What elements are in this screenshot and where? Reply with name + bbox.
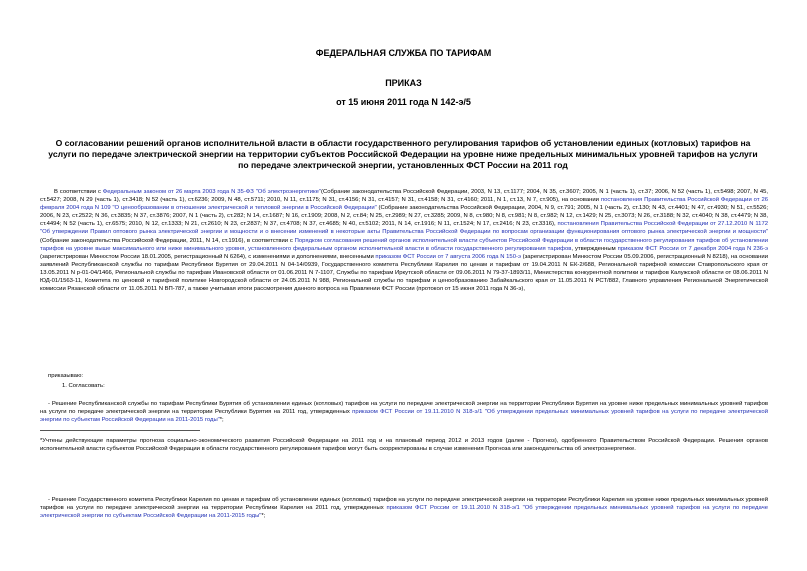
preamble-text: (Собрание законодательства Российской Федерации, 2011, N 14, ст.1916), в соответствии с xyxy=(40,237,295,244)
agency-name: ФЕДЕРАЛЬНАЯ СЛУЖБА ПО ТАРИФАМ xyxy=(315,48,492,58)
footnote-mark: *; xyxy=(261,513,266,520)
document-type: ПРИКАЗ xyxy=(385,78,422,88)
document-title: О согласовании решений органов исполнительной власти в области государственного регулирования тарифов об установлении единых (котловых) тарифов на услуги по передаче электрической энергии на территории субъектов Российской Федерации на уровне ниже предельных минимальных уровней тарифов на услуги по передаче электрической энергии, установленных ФСТ России на 2011 год xyxy=(48,138,758,171)
preamble-text: (Собрание законодательства Российской Федерации, 2004, N 9, ст.791; 2005, N 1 (часть 2), ст.130; N 43, ст.4401; N 47, ст.4930; N 51, ст.5526; 2006, N 23, ст.2522; N 36, ст.3835; N 37, ст.3876; 2007, N 1 (часть 2), ст.282; N 14, ст.1687; N 16, ст.1909; 2008, N 2, ст.84; N 25, ст.2989; N 27, ст.3285; 2009, N 8, ст.980; N 8, ст.981; N 8, ст.982; N 12, ст.1429; N 25, ст.3073; N 26, ст.3188; N 32, ст.4040; N 38, ст.4479; N 38, ст.4494; N 52 (часть 1), ст.6575; 2010, N 12, ст.1333; N 21, ст.2610; N 23, ст.2837; N 37, ст.4708; N 37, ст.4685; N 40, ст.5102; 2011, N 14, ст.1916; N 11, ст.1524; N 17, ст.2416; N 23, ст.3316), xyxy=(40,205,768,228)
order-318-e1-link[interactable]: приказом ФСТ России от 19.11.2010 N 318-э/1 "Об утверждении предельных минимальных уровней тарифов на услуги по передаче электрической энергии по субъектам Российской Федерации на 2011-2015 годы" xyxy=(40,409,768,424)
order-150-e-link[interactable]: приказом ФСТ России от 7 августа 2006 года N 150-э xyxy=(375,253,521,260)
preamble-text: (зарегистрирован Минюстом России 05.09.2006, регистрационный N 8218), на основании заявлений Республиканской службы по тарифам Республики Бурятия от 29.04.2011 N 04-14/0939, Государственного комитета Республики Карелия по ценам и тарифам от 19.04.2011 N ЕК-2/688, Региональной тарифной комиссии Ставропольского края от 13.05.2011 N р-01-04/1466, Региональной службы по тарифам Ивановской области от 01.06.2011 N 7-1107, Службы по тарифам Иркутской области от 09.06.2011 N 79-37-1893/11, Министерства конкурентной политики и тарифов Калужской области от 08.06.2011 N ЮД-01/1563-11, Комитета по ценовой и тарифной политике Новгородской области от 24.05.2011 N 988, Региональной службы по тарифам и ценообразованию Забайкальского края от 11.05.2011 N РСТ/882, Главного управления Региональной Энергетической комиссии Рязанской области от 11.05.2011 N ВП-787, а также учитывая итоги рассмотрения данного вопроса на Правлении ФСТ России (протокол от 15 июня 2011 года N 36-э), xyxy=(40,253,769,293)
resolution-1172-link[interactable]: постановления Правительства Российской Федерации от 27.12.2010 N 1172 "Об утверждении Правил оптового рынка электрической энергии и мощности и о внесении изменений в некоторые акты Правительства Российской Федерации по вопросам организации функционирования оптового рынка электрической энергии и мощности" xyxy=(40,221,768,236)
preamble-paragraph xyxy=(40,188,768,293)
footnote-divider xyxy=(40,430,200,431)
decision-buryatia xyxy=(40,400,768,424)
order-word: приказываю: xyxy=(48,373,84,379)
law-35-fz-link[interactable]: Федеральным законом от 26 марта 2003 года N 35-ФЗ "Об электроэнергетике" xyxy=(102,189,322,195)
decision-text: - Решение Государственного комитета Республики Карелия по ценам и тарифам об установлении единых (котловых) тарифов на услуги по передаче электрической энергии на территории Республики Карелия на уровне ниже предельных минимальных уровней тарифов на услуги по передаче электрической энергии на территории Республики Карелия на 2011 год, утвержденных xyxy=(40,497,768,512)
footnote-text: *Учтены действующие параметры прогноза социально-экономического развития Российской Федерации на 2011 год и на плановый период 2012 и 2013 годов (далее - Прогноз), одобренного Правительством Российской Федерации. Решения органов исполнительной власти субъектов Российской Федерации в области государственного регулирования тарифов могут быть скорректированы в случае изменения Прогноза или законодательства об электроэнергетике. xyxy=(40,438,768,453)
order-318-e1-link[interactable]: приказом ФСТ России от 19.11.2010 N 318-э/1 "Об утверждении предельных минимальных уровней тарифов на услуги по передаче электрической энергии по субъектам Российской Федерации на 2011-2015 годы" xyxy=(40,505,768,520)
resolution-109-link[interactable]: постановления Правительства Российской Федерации от 26 февраля 2004 года N 109 "О ценообразовании в отношении электрической и тепловой энергии в Российской Федерации" xyxy=(40,197,768,212)
preamble-text: (Собрание законодательства Российской Федерации, 2003, N 13, ст.1177; 2004, N 35, ст.3607; 2005, N 1 (часть 1), ст.37; 2006, N 52 (часть 1), ст.5498; 2007, N 45, ст.5427; 2008, N 29 (часть 1), ст.3418; N 52 (часть 1), ст.6236; 2009, N 48, ст.5711; 2010, N 11, ст.1175; N 31, ст.4156; N 31, ст.4157; N 31, ст.4158; N 31, ст.4160; 2011, N 1, ст.13, N 7, ст.905), на основании xyxy=(40,189,769,204)
approval-procedure-link[interactable]: Порядком согласования решений органов исполнительной власти субъектов Российской Федерации в области государственного регулирования тарифов об установлении тарифов на уровне выше максимального или ниже минимального уровня, установленного федеральным органом исполнительной власти в области государственного регулирования тарифов xyxy=(40,237,768,252)
decision-text: - Решение Республиканской службы по тарифам Республики Бурятия об установлении единых (котловых) тарифов на услуги по передаче электрической энергии на территории Республики Бурятия на уровне ниже предельных минимальных уровней тарифов на услуги по передаче электрической энергии на территории Республики Бурятия на 2011 год, утвержденных xyxy=(40,401,768,416)
agree-item: 1. Согласовать: xyxy=(62,383,105,389)
footnote-mark: *; xyxy=(219,417,224,424)
decision-karelia xyxy=(40,496,768,520)
preamble-text: (зарегистрирован Минюстом России 18.01.2005, регистрационный N 6264), с изменениями и дополнениями, внесенными xyxy=(40,253,376,260)
document-date: от 15 июня 2011 года N 142-э/5 xyxy=(336,97,471,107)
preamble-text: В соответствии с xyxy=(54,189,103,195)
order-236-e-link[interactable]: приказом ФСТ России от 7 декабря 2004 года N 236-э xyxy=(617,245,768,252)
preamble-text: , утвержденным xyxy=(571,245,618,252)
